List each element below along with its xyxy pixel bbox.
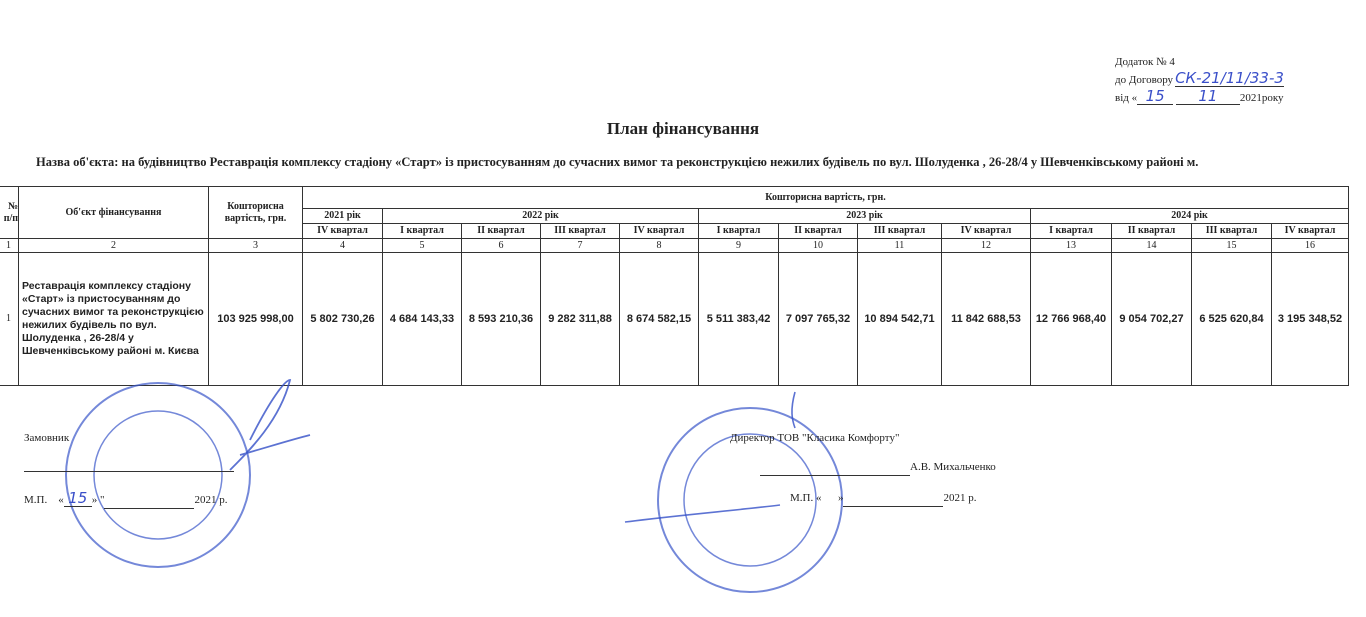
header-year: 2023 рік — [699, 209, 1031, 224]
contractor-date-line — [790, 490, 976, 507]
row-quarter-value: 8 593 210,36 — [462, 253, 541, 386]
contract-line — [1115, 70, 1284, 88]
appendix-number: Додаток № 4 — [1115, 56, 1175, 68]
header-quarter: I квартал — [699, 224, 779, 239]
column-number: 14 — [1112, 239, 1192, 253]
contractor-year: 2021 р. — [943, 492, 977, 504]
contractor-name: А.В. Михальченко — [910, 461, 996, 473]
row-quarter-value: 9 282 311,88 — [541, 253, 620, 386]
contract-label: до Договору — [1115, 74, 1174, 86]
column-number: 8 — [620, 239, 699, 253]
header-quarter: III квартал — [858, 224, 942, 239]
header-quarter: IV квартал — [942, 224, 1031, 239]
contractor-date: « » — [815, 492, 844, 504]
header-year: 2021 рік — [303, 209, 383, 224]
row-quarter-value: 5 511 383,42 — [699, 253, 779, 386]
column-number: 3 — [209, 239, 303, 253]
appendix-block — [1115, 54, 1284, 106]
column-number: 9 — [699, 239, 779, 253]
header-quarter: III квартал — [1192, 224, 1272, 239]
object-name: Назва об'єкта: на будівництво Реставрація комплексу стадіону «Старт» із пристосуванням до сучасних вимог та реконструкцією нежилих будівель по вул. Шолуденка , 26-28/4 у Шевченківському районі м. — [36, 155, 1199, 169]
row-quarter-value: 4 684 143,33 — [383, 253, 462, 386]
row-quarter-value: 7 097 765,32 — [779, 253, 858, 386]
column-number: 13 — [1031, 239, 1112, 253]
contractor-signature-line — [760, 459, 996, 476]
header-quarter: I квартал — [1031, 224, 1112, 239]
date-year: 2021року — [1239, 92, 1284, 104]
header-quarter: IV квартал — [1272, 224, 1349, 239]
date-day: 15 — [1137, 88, 1173, 105]
row-quarter-value: 11 842 688,53 — [942, 253, 1031, 386]
header-year: 2024 рік — [1031, 209, 1349, 224]
column-number: 1 — [0, 239, 19, 253]
contractor-mp: М.П. — [790, 492, 814, 504]
column-number: 10 — [779, 239, 858, 253]
header-quarter: I квартал — [383, 224, 462, 239]
contractor-signature — [625, 392, 795, 522]
customer-signature — [230, 380, 310, 470]
date-month: 11 — [1176, 88, 1240, 105]
column-number: 11 — [858, 239, 942, 253]
column-number: 16 — [1272, 239, 1349, 253]
customer-date-line — [24, 490, 227, 509]
header-num: № п/п — [0, 187, 19, 239]
customer-date-open: « — [58, 494, 64, 506]
column-number: 12 — [942, 239, 1031, 253]
header-cost-group: Кошторисна вартість, грн. — [303, 187, 1349, 209]
customer-year: 2021 р. — [194, 494, 228, 506]
row-quarter-value: 9 054 702,27 — [1112, 253, 1192, 386]
column-number: 7 — [541, 239, 620, 253]
customer-mp: М.П. — [24, 494, 48, 506]
row-total: 103 925 998,00 — [209, 253, 303, 386]
row-quarter-value: 12 766 968,40 — [1031, 253, 1112, 386]
row-quarter-value: 6 525 620,84 — [1192, 253, 1272, 386]
header-quarter: IV квартал — [620, 224, 699, 239]
row-quarter-value: 8 674 582,15 — [620, 253, 699, 386]
column-number: 6 — [462, 239, 541, 253]
header-quarter: II квартал — [462, 224, 541, 239]
header-quarter: II квартал — [1112, 224, 1192, 239]
header-cost: Кошторисна вартість, грн. — [209, 187, 303, 239]
date-label: від « — [1115, 92, 1138, 104]
financing-table — [0, 186, 1349, 386]
table-row — [0, 253, 1349, 386]
column-number: 2 — [19, 239, 209, 253]
contract-number: СК-21/11/33-3 — [1175, 69, 1284, 87]
row-quarter-value: 3 195 348,52 — [1272, 253, 1349, 386]
date-line — [1115, 88, 1284, 106]
customer-stamp — [66, 383, 250, 567]
row-quarter-value: 5 802 730,26 — [303, 253, 383, 386]
row-num: 1 — [0, 253, 19, 386]
header-object: Об'єкт фінансування — [19, 187, 209, 239]
header-quarter: III квартал — [541, 224, 620, 239]
row-object: Реставрація комплексу стадіону «Старт» із пристосуванням до сучасних вимог та реконструкцією нежилих будівель по вул. Шолуденка , 26-28/4 у Шевченківському районі м. Києва — [19, 253, 209, 386]
customer-signature-line — [24, 471, 234, 472]
header-quarter: IV квартал — [303, 224, 383, 239]
header-year: 2022 рік — [383, 209, 699, 224]
page-title: План фінансування — [606, 119, 760, 138]
contractor-title: Директор ТОВ "Класика Комфорту" — [730, 432, 900, 444]
column-number: 15 — [1192, 239, 1272, 253]
column-number: 4 — [303, 239, 383, 253]
customer-date-mid: » " — [91, 494, 105, 506]
column-number: 5 — [383, 239, 462, 253]
customer-label: Замовник — [24, 432, 70, 444]
row-quarter-value: 10 894 542,71 — [858, 253, 942, 386]
customer-day: 15 — [64, 490, 92, 507]
header-quarter: II квартал — [779, 224, 858, 239]
